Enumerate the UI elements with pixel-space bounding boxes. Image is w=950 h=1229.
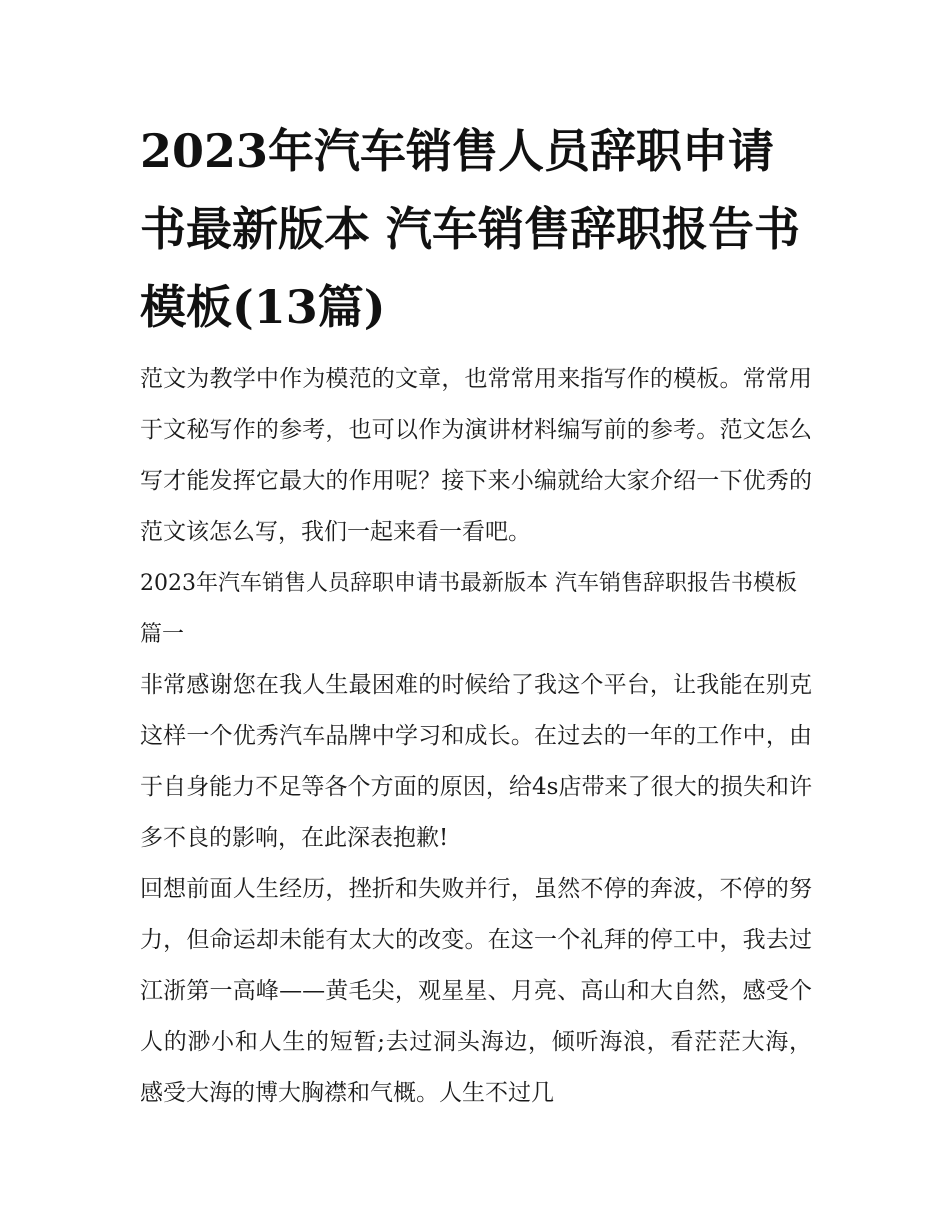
intro-paragraph: 范文为教学中作为模范的文章，也常常用来指写作的模板。常常用于文秘写作的参考，也可以作为演讲材料编写前的参考。范文怎么写才能发挥它最大的作用呢？接下来小编就给大家介绍一下优秀的范文该怎么写，我们一起来看一看吧。 — [140, 366, 812, 545]
body-paragraph-1: 非常感谢您在我人生最困难的时候给了我这个平台，让我能在别克这样一个优秀汽车品牌中学习和成长。在过去的一年的工作中，由于自身能力不足等各个方面的原因，给4s店带来了很大的损失和许多不良的影响，在此深表抱歉! — [140, 672, 812, 851]
document-page — [140, 112, 812, 1119]
section-heading: 2023年汽车销售人员辞职申请书最新版本 汽车销售辞职报告书模板篇一 — [140, 571, 797, 647]
document-title: 2023年汽车销售人员辞职申请书最新版本 汽车销售辞职报告书模板(13篇) — [140, 124, 801, 334]
body-paragraph-2: 回想前面人生经历，挫折和失败并行，虽然不停的奔波，不停的努力，但命运却未能有太大的改变。在这一个礼拜的停工中，我去过江浙第一高峰——黄毛尖，观星星、月亮、高山和大自然，感受个人的渺小和人生的短暂;去过洞头海边，倾听海浪，看茫茫大海，感受大海的博大胸襟和气概。人生不过几 — [140, 876, 812, 1106]
